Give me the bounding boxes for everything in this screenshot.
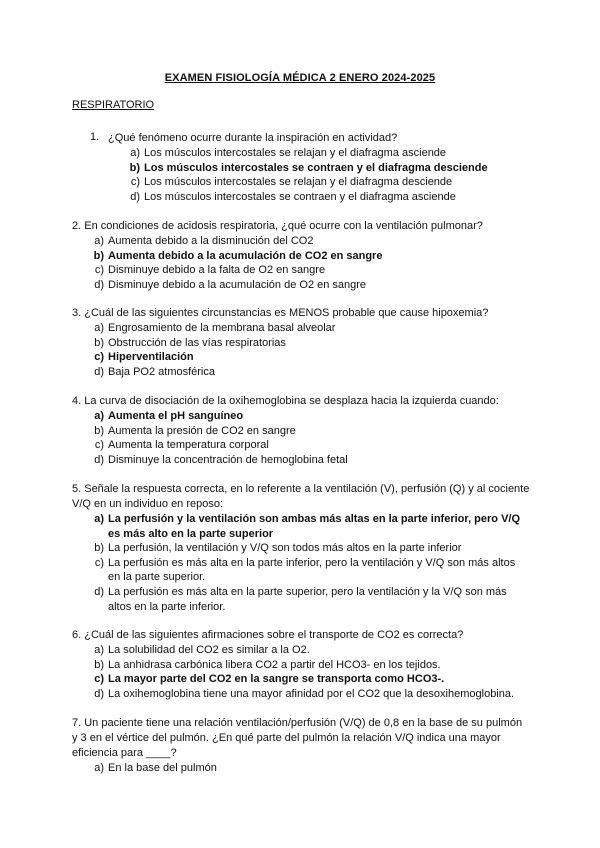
option-b: b) Obstrucción de las vías respiratorias <box>94 336 286 349</box>
question-5 <box>72 482 530 614</box>
option-d: d) La oxihemoglobina tiene una mayor afinidad por el CO2 que la desoxihemoglobina. <box>94 687 515 700</box>
option-a: a) La solubilidad del CO2 es similar a la O2. <box>94 644 310 656</box>
question-text: 4. La curva de disociación de la oxihemoglobina se desplaza hacia la izquierda cuando: <box>72 395 499 407</box>
question-7 <box>72 716 530 776</box>
question-number: 1. <box>90 131 100 143</box>
option-a: a) Los músculos intercostales se relajan y el diafragma asciende <box>130 147 447 159</box>
option-b: b) La anhidrasa carbónica libera CO2 a partir del HCO3- en los tejidos. <box>94 658 441 671</box>
question-text: 5. Señale la respuesta correcta, en lo referente a la ventilación (V), perfusión (Q) y al cociente V/Q en un individuo en reposo: <box>72 483 530 510</box>
question-6 <box>72 628 530 701</box>
option-d: d) Los músculos intercostales se contraen y el diafragma asciende <box>130 190 456 203</box>
option-d: d) La perfusión es más alta en la parte superior, pero la ventilación y la V/Q son más altos en la parte inferior. <box>94 585 507 613</box>
option-d: d) Disminuye la concentración de hemoglobina fetal <box>94 453 348 466</box>
option-a: a) Engrosamiento de la membrana basal alveolar <box>94 322 336 334</box>
option-a-correct: a) Aumenta el pH sanguíneo <box>94 410 244 422</box>
option-c: c) Los músculos intercostales se relajan y el diafragma desciende <box>130 176 453 189</box>
option-c: c) Aumenta la temperatura corporal <box>94 439 269 452</box>
question-text: 7. Un paciente tiene una relación ventilación/perfusión (V/Q) de 0,8 en la base de su pulmón y 3 en el vértice del pulmón. ¿En qué parte del pulmón la relación V/Q indica una mayor eficiencia para ____? <box>72 717 523 759</box>
option-c: c) Disminuye debido a la falta de O2 en sangre <box>94 264 326 277</box>
option-c: c) La perfusión es más alta en la parte inferior, pero la ventilación y V/Q son más altos en la parte superior. <box>94 556 516 584</box>
question-text: 3. ¿Cuál de las siguientes circunstancias es MENOS probable que cause hipoxemia? <box>72 307 489 319</box>
question-text: 2. En condiciones de acidosis respiratoria, ¿qué ocurre con la ventilación pulmonar? <box>72 220 483 232</box>
question-3 <box>72 306 530 379</box>
option-d: d) Baja PO2 atmosférica <box>94 365 215 378</box>
option-b-correct: b) Aumenta debido a la acumulación de CO2 en sangre <box>93 249 383 262</box>
option-a-correct: a) La perfusión y la ventilación son ambas más altas en la parte inferior, pero V/Q es más alto en la parte superior <box>94 513 521 540</box>
option-d: d) Disminuye debido a la acumulación de O2 en sangre <box>94 278 367 291</box>
section-heading: RESPIRATORIO <box>72 99 155 111</box>
question-2 <box>72 219 530 292</box>
option-b: b) Aumenta la presión de CO2 en sangre <box>94 424 296 437</box>
page-title: EXAMEN FISIOLOGÍA MÉDICA 2 ENERO 2024-2025 <box>164 72 436 84</box>
option-c-correct: c) Hiperventilación <box>94 351 194 364</box>
question-text: ¿Qué fenómeno ocurre durante la inspiración en actividad? <box>108 132 398 144</box>
option-c-correct: c) La mayor parte del CO2 en la sangre se transporta como HCO3-. <box>94 673 445 686</box>
question-4 <box>72 394 530 467</box>
question-text: 6. ¿Cuál de las siguientes afirmaciones sobre el transporte de CO2 es correcta? <box>72 629 464 641</box>
option-b-correct: b) Los músculos intercostales se contraen y el diafragma desciende <box>129 161 488 174</box>
option-b: b) La perfusión, la ventilación y V/Q son todos más altos en la parte inferior <box>94 542 462 555</box>
option-a: a) En la base del pulmón <box>94 762 217 774</box>
option-a: a) Aumenta debido a la disminución del CO2 <box>94 235 314 247</box>
question-1 <box>90 131 530 204</box>
